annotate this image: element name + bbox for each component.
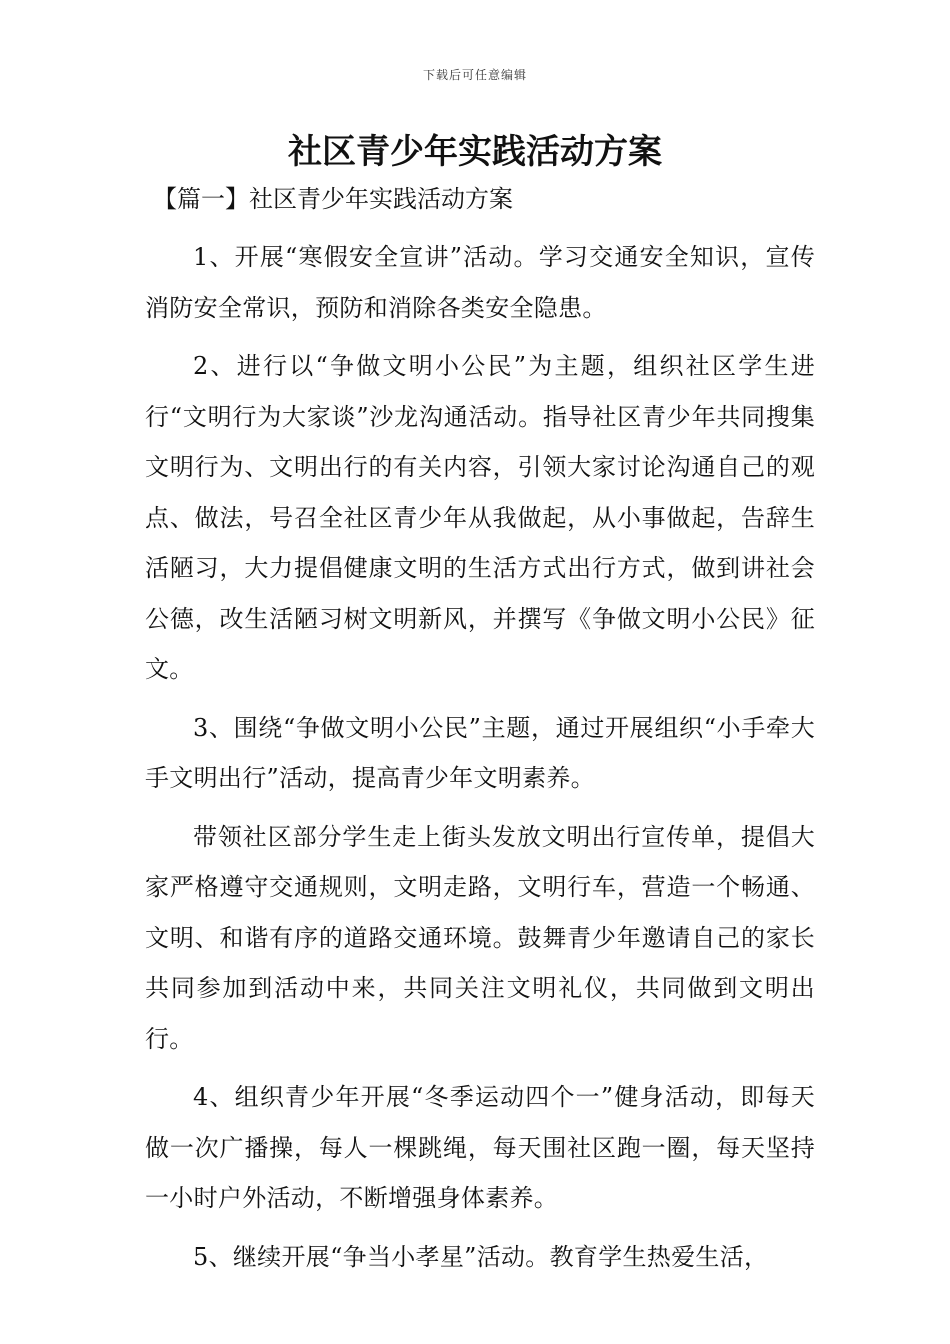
header-note: 下载后可任意编辑 xyxy=(422,68,527,82)
paragraph-6: 5、继续开展“争当小孝星”活动。教育学生热爱生活， xyxy=(193,1242,769,1271)
section-heading: 【篇一】社区青少年实践活动方案 xyxy=(153,185,513,213)
paragraph-5: 4、组织青少年开展“冬季运动四个一”健身活动，即每天做一次广播操，每人一棵跳绳，每天围社区跑一圈，每天坚持一小时户外活动，不断增强身体素养。 xyxy=(145,1083,815,1212)
paragraph-4: 带领社区部分学生走上街头发放文明出行宣传单，提倡大家严格遵守交通规则，文明走路，文明行车，营造一个畅通、文明、和谐有序的道路交通环境。鼓舞青少年邀请自己的家长共同参加到活动中来，共同关注文明礼仪，共同做到文明出行。 xyxy=(145,822,815,1053)
paragraph-3: 3、围绕“争做文明小公民”主题，通过开展组织“小手牵大手文明出行”活动，提高青少年文明素养。 xyxy=(145,713,815,792)
paragraph-1: 1、开展“寒假安全宣讲”活动。学习交通安全知识，宣传消防安全常识，预防和消除各类安全隐患。 xyxy=(145,243,815,322)
paragraph-2: 2、进行以“争做文明小公民”为主题，组织社区学生进行“文明行为大家谈”沙龙沟通活动。指导社区青少年共同搜集文明行为、文明出行的有关内容，引领大家讨论沟通自己的观点、做法，号召全社区青少年从我做起，从小事做起，告辞生活陋习，大力提倡健康文明的生活方式出行方式，做到讲社会公德，改生活陋习树文明新风，并撰写《争做文明小公民》征文。 xyxy=(145,352,815,683)
document-body xyxy=(145,180,815,1290)
document-title: 社区青少年实践活动方案 xyxy=(288,132,662,172)
